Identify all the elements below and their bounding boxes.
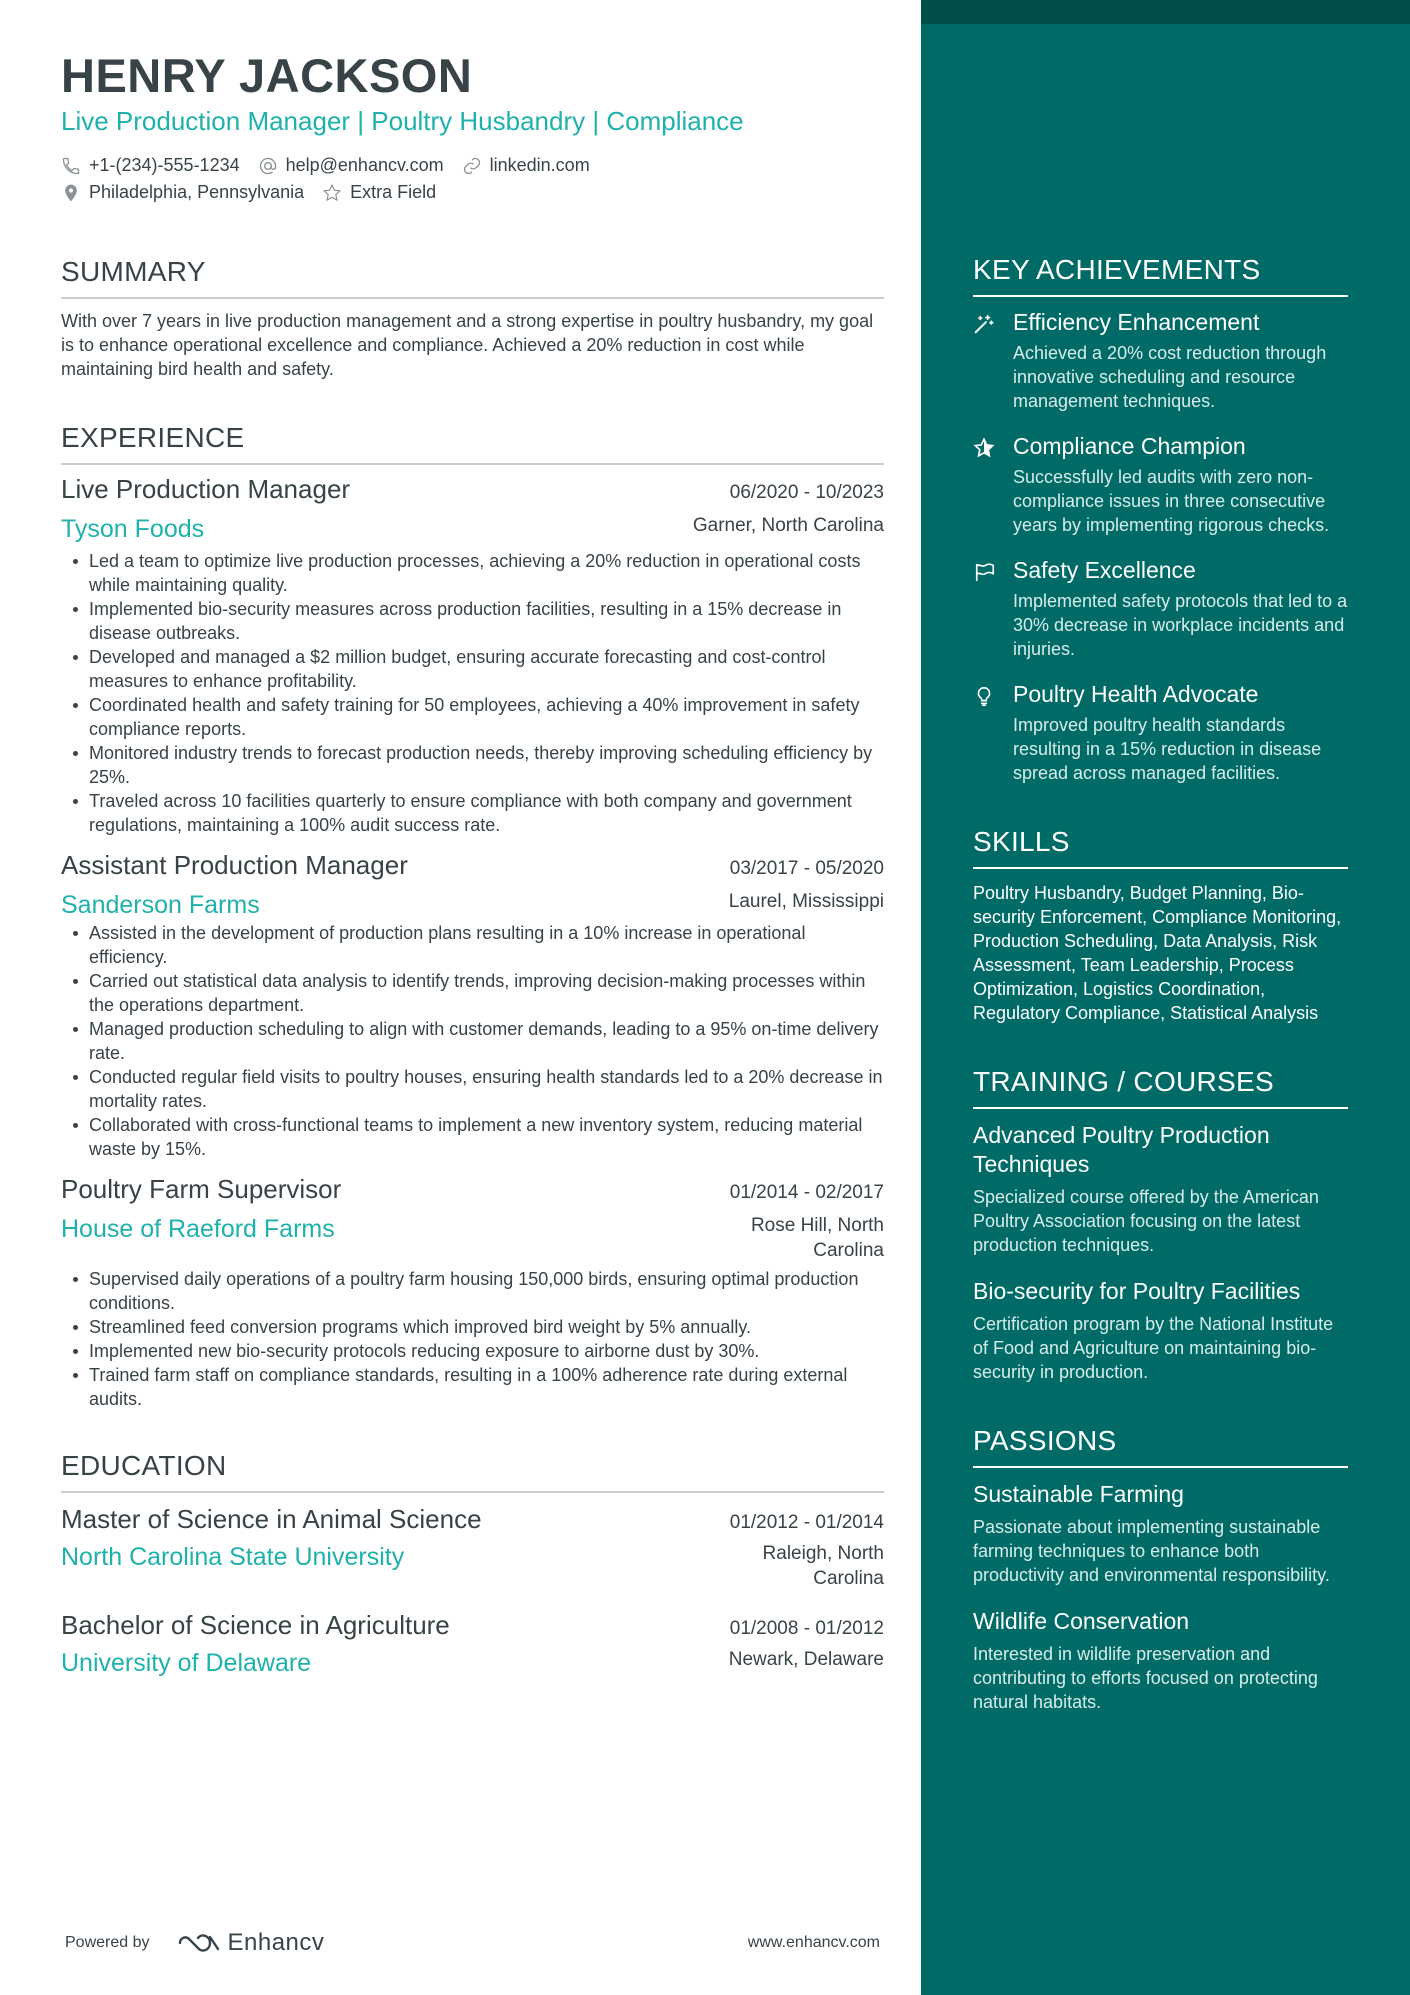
education-entry — [61, 1503, 884, 1591]
candidate-name: HENRY JACKSON — [61, 49, 473, 102]
phone-icon — [61, 156, 81, 176]
company-name: Tyson Foods — [61, 515, 205, 543]
achievement-item — [973, 555, 1348, 661]
star-icon — [973, 437, 995, 459]
summary-section — [61, 255, 884, 381]
powered-by — [65, 1929, 324, 1957]
education-entry — [61, 1609, 884, 1679]
powered-by-label: Powered by — [65, 1934, 150, 1951]
summary-text: With over 7 years in live production management and a strong expertise in poultry husbandry, my goal is to enhance operational excellence and compliance. Achieved a 20% reduction in cost while maintaining bird health and safety. — [61, 311, 874, 379]
school-location: Newark, Delaware — [728, 1649, 884, 1670]
education-section — [61, 1449, 884, 1679]
course-title: Bio-security for Poultry Facilities — [973, 1278, 1301, 1304]
contact-linkedin[interactable] — [462, 155, 590, 176]
achievement-item — [973, 679, 1348, 785]
achievement-title: Efficiency Enhancement — [1013, 309, 1260, 335]
training-title: TRAINING / COURSES — [973, 1065, 1348, 1109]
bullet-item: Implemented bio-security measures across production facilities, resulting in a 15% decrease in disease outbreaks. — [61, 597, 884, 645]
contact-location — [61, 182, 304, 203]
bullet-item: Streamlined feed conversion programs which improved bird weight by 5% annually. — [61, 1315, 884, 1339]
passions-section — [973, 1424, 1348, 1714]
lightbulb-icon — [973, 685, 995, 707]
magic-wand-icon — [973, 313, 995, 335]
bullet-item: Implemented new bio-security protocols reducing exposure to airborne dust by 30%. — [61, 1339, 884, 1363]
extra-field-text: Extra Field — [350, 182, 437, 202]
achievement-desc: Implemented safety protocols that led to a 30% decrease in workplace incidents and injuries. — [1013, 591, 1348, 659]
job-title: Live Production Manager — [61, 474, 351, 504]
link-icon — [462, 156, 482, 176]
course-item — [973, 1277, 1348, 1384]
experience-entry — [61, 849, 884, 1161]
job-bullets — [61, 549, 884, 837]
company-name: House of Raeford Farms — [61, 1215, 335, 1243]
passion-desc: Interested in wildlife preservation and contributing to efforts focused on protecting natural habitats. — [973, 1644, 1318, 1712]
job-bullets — [61, 1267, 884, 1411]
achievements-title: KEY ACHIEVEMENTS — [973, 253, 1348, 297]
bullet-item: Conducted regular field visits to poultry houses, ensuring health standards led to a 20% decrease in mortality rates. — [61, 1065, 884, 1113]
bullet-item: Coordinated health and safety training for 50 employees, achieving a 40% improvement in safety compliance reports. — [61, 693, 884, 741]
brand-logo[interactable] — [176, 1929, 325, 1957]
skills-list: Poultry Husbandry, Budget Planning, Bio-security Enforcement, Compliance Monitoring, Production Scheduling, Data Analysis, Risk Assessment, Team Leadership, Process Optimization, Logistics Coordination, Regulatory Compliance, Statistical Analysis — [973, 883, 1342, 1023]
enhancv-logo-icon — [176, 1931, 222, 1955]
course-desc: Certification program by the National Institute of Food and Agriculture on maintaining bio-security in production. — [973, 1314, 1334, 1382]
achievement-title: Safety Excellence — [1013, 557, 1196, 583]
achievement-title: Poultry Health Advocate — [1013, 681, 1259, 707]
bullet-item: Managed production scheduling to align with customer demands, leading to a 95% on-time delivery rate. — [61, 1017, 884, 1065]
bullet-item: Assisted in the development of production plans resulting in a 10% increase in operational efficiency. — [61, 921, 884, 969]
bullet-item: Developed and managed a $2 million budget, ensuring accurate forecasting and cost-control measures to enhance profitability. — [61, 645, 884, 693]
course-desc: Specialized course offered by the American Poultry Association focusing on the latest production techniques. — [973, 1187, 1319, 1255]
passion-item — [973, 1480, 1348, 1587]
sidebar-top-band — [921, 0, 1410, 24]
job-location: Garner, North Carolina — [692, 515, 884, 536]
star-outline-icon — [322, 183, 342, 203]
job-location: Rose Hill, North Carolina — [750, 1215, 884, 1261]
bullet-item: Traveled across 10 facilities quarterly to ensure compliance with both company and government regulations, maintaining a 100% audit success rate. — [61, 789, 884, 837]
contact-info — [61, 152, 884, 206]
school-name: University of Delaware — [61, 1649, 312, 1677]
achievement-desc: Achieved a 20% cost reduction through innovative scheduling and resource management techniques. — [1013, 343, 1327, 411]
location-text: Philadelphia, Pennsylvania — [89, 182, 305, 202]
experience-entry — [61, 1173, 884, 1411]
achievement-item — [973, 431, 1348, 537]
company-name: Sanderson Farms — [61, 891, 260, 919]
bullet-item: Carried out statistical data analysis to identify trends, improving decision-making processes within the operations department. — [61, 969, 884, 1017]
job-dates: 01/2014 - 02/2017 — [729, 1182, 884, 1203]
passion-item — [973, 1607, 1348, 1714]
contact-email[interactable] — [258, 155, 444, 176]
school-location: Raleigh, North Carolina — [762, 1543, 884, 1589]
email-address: help@enhancv.com — [285, 155, 444, 175]
summary-title: SUMMARY — [61, 255, 884, 299]
experience-title: EXPERIENCE — [61, 421, 884, 465]
passion-title: Sustainable Farming — [973, 1481, 1184, 1507]
job-dates: 06/2020 - 10/2023 — [729, 482, 884, 503]
job-location: Laurel, Mississippi — [728, 891, 884, 912]
training-section — [973, 1065, 1348, 1384]
footer-url[interactable]: www.enhancv.com — [747, 1934, 880, 1951]
bullet-item: Led a team to optimize live production processes, achieving a 20% reduction in operational costs while maintaining quality. — [61, 549, 884, 597]
achievements-section — [973, 253, 1348, 785]
skills-title: SKILLS — [973, 825, 1348, 869]
education-dates: 01/2008 - 01/2012 — [729, 1618, 884, 1639]
education-dates: 01/2012 - 01/2014 — [729, 1512, 884, 1533]
experience-entry — [61, 473, 884, 837]
passion-desc: Passionate about implementing sustainable farming techniques to enhance both productivity and environmental responsibility. — [973, 1517, 1330, 1585]
course-title: Advanced Poultry Production Techniques — [973, 1122, 1270, 1177]
achievement-desc: Improved poultry health standards resulting in a 15% reduction in disease spread across managed facilities. — [1013, 715, 1322, 783]
experience-section — [61, 421, 884, 1411]
job-title: Poultry Farm Supervisor — [61, 1174, 342, 1204]
degree-name: Master of Science in Animal Science — [61, 1504, 482, 1534]
passions-title: PASSIONS — [973, 1424, 1348, 1468]
location-pin-icon — [61, 183, 81, 203]
bullet-item: Monitored industry trends to forecast production needs, thereby improving scheduling efficiency by 25%. — [61, 741, 884, 789]
contact-phone — [61, 155, 240, 176]
skills-section — [973, 825, 1348, 1025]
brand-name: Enhancv — [227, 1929, 325, 1956]
footer — [65, 1928, 880, 1958]
bullet-item: Supervised daily operations of a poultry farm housing 150,000 birds, ensuring optimal production conditions. — [61, 1267, 884, 1315]
flag-icon — [973, 561, 997, 583]
course-item — [973, 1121, 1348, 1257]
education-title: EDUCATION — [61, 1449, 884, 1493]
passion-title: Wildlife Conservation — [973, 1608, 1190, 1634]
achievement-item — [973, 307, 1348, 413]
linkedin-link: linkedin.com — [489, 155, 590, 175]
job-bullets — [61, 921, 884, 1161]
degree-name: Bachelor of Science in Agriculture — [61, 1610, 450, 1640]
achievement-title: Compliance Champion — [1013, 433, 1246, 459]
phone-number: +1-(234)-555-1234 — [89, 155, 240, 175]
job-dates: 03/2017 - 05/2020 — [729, 858, 884, 879]
job-title: Assistant Production Manager — [61, 850, 408, 880]
achievement-desc: Successfully led audits with zero non-compliance issues in three consecutive years by implementing rigorous checks. — [1013, 467, 1330, 535]
contact-extra — [322, 182, 436, 203]
school-name: North Carolina State University — [61, 1543, 405, 1571]
at-icon — [258, 156, 278, 176]
bullet-item: Trained farm staff on compliance standards, resulting in a 100% adherence rate during external audits. — [61, 1363, 884, 1411]
sidebar — [921, 0, 1410, 1995]
bullet-item: Collaborated with cross-functional teams to implement a new inventory system, reducing material waste by 15%. — [61, 1113, 884, 1161]
candidate-headline: Live Production Manager | Poultry Husbandry | Compliance — [61, 106, 744, 136]
